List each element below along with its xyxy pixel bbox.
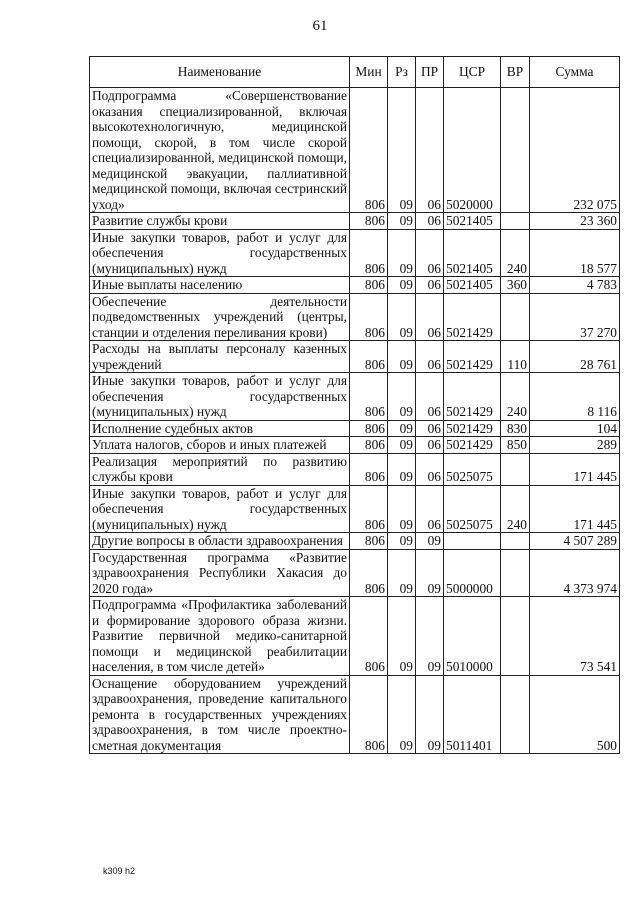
row-pr: 09: [416, 549, 444, 597]
row-csr: 5021429: [444, 341, 501, 373]
row-csr: 5000000: [444, 549, 501, 597]
row-vr: [501, 597, 530, 676]
row-sum: 18 577: [530, 229, 620, 277]
row-name: Государственная программа «Развитие здравоохранения Республики Хакасия до 2020 года»: [90, 549, 350, 597]
table-row: [90, 293, 620, 341]
col-header-rz: Рз: [388, 57, 416, 88]
row-min: 806: [350, 675, 388, 754]
row-vr: 850: [501, 437, 530, 454]
row-rz: 09: [388, 533, 416, 550]
row-sum: 73 541: [530, 597, 620, 676]
row-rz: 09: [388, 373, 416, 421]
row-csr: 5021405: [444, 229, 501, 277]
table-row: [90, 485, 620, 533]
row-sum: 23 360: [530, 213, 620, 230]
row-csr: 5011401: [444, 675, 501, 754]
row-min: 806: [350, 88, 388, 213]
row-pr: 06: [416, 453, 444, 485]
row-csr: 5010000: [444, 597, 501, 676]
row-sum: 171 445: [530, 453, 620, 485]
row-sum: 4 783: [530, 277, 620, 294]
row-name: Расходы на выплаты персоналу казенных учреждений: [90, 341, 350, 373]
row-vr: [501, 533, 530, 550]
row-name: Исполнение судебных актов: [90, 420, 350, 437]
row-vr: 830: [501, 420, 530, 437]
row-name: Иные выплаты населению: [90, 277, 350, 294]
table-row: [90, 213, 620, 230]
row-csr: [444, 533, 501, 550]
table-row: [90, 549, 620, 597]
row-rz: 09: [388, 213, 416, 230]
row-vr: [501, 88, 530, 213]
row-pr: 06: [416, 373, 444, 421]
col-header-name: Наименование: [90, 57, 350, 88]
row-vr: [501, 293, 530, 341]
row-vr: 240: [501, 229, 530, 277]
row-vr: [501, 453, 530, 485]
row-pr: 06: [416, 293, 444, 341]
table-row: [90, 675, 620, 754]
row-sum: 37 270: [530, 293, 620, 341]
row-min: 806: [350, 485, 388, 533]
row-min: 806: [350, 293, 388, 341]
row-name: Подпрограмма «Профилактика заболеваний и формирование здорового образа жизни. Развитие первичной медико-санитарной помощи и медицинской реабилитации населения, в том числе детей»: [90, 597, 350, 676]
row-vr: 110: [501, 341, 530, 373]
row-pr: 06: [416, 420, 444, 437]
row-rz: 09: [388, 453, 416, 485]
header-row: [90, 57, 620, 88]
row-csr: 5025075: [444, 485, 501, 533]
row-vr: 360: [501, 277, 530, 294]
row-csr: 5020000: [444, 88, 501, 213]
row-pr: 06: [416, 277, 444, 294]
row-sum: 28 761: [530, 341, 620, 373]
row-csr: 5021429: [444, 420, 501, 437]
table-row: [90, 88, 620, 213]
row-rz: 09: [388, 675, 416, 754]
row-csr: 5021429: [444, 293, 501, 341]
col-header-csr: ЦСР: [444, 57, 501, 88]
row-min: 806: [350, 277, 388, 294]
footer-code: k309 h2: [103, 866, 136, 876]
row-rz: 09: [388, 549, 416, 597]
col-header-pr: ПР: [416, 57, 444, 88]
row-min: 806: [350, 549, 388, 597]
row-pr: 06: [416, 229, 444, 277]
row-name: Оснащение оборудованием учреждений здравоохранения, проведение капитального ремонта в государственных учреждениях здравоохранения, в том числе проектно-сметная документация: [90, 675, 350, 754]
col-header-vr: ВР: [501, 57, 530, 88]
row-pr: 06: [416, 437, 444, 454]
row-vr: 240: [501, 485, 530, 533]
col-header-sum: Сумма: [530, 57, 620, 88]
row-name: Другие вопросы в области здравоохранения: [90, 533, 350, 550]
row-pr: 09: [416, 597, 444, 676]
row-min: 806: [350, 373, 388, 421]
row-vr: 240: [501, 373, 530, 421]
row-name: Развитие службы крови: [90, 213, 350, 230]
row-rz: 09: [388, 485, 416, 533]
row-csr: 5021405: [444, 277, 501, 294]
row-name: Реализация мероприятий по развитию службы крови: [90, 453, 350, 485]
row-min: 806: [350, 213, 388, 230]
row-rz: 09: [388, 88, 416, 213]
row-rz: 09: [388, 293, 416, 341]
row-sum: 4 507 289: [530, 533, 620, 550]
row-csr: 5021429: [444, 437, 501, 454]
row-sum: 104: [530, 420, 620, 437]
table-row: [90, 533, 620, 550]
page-number: 61: [312, 18, 328, 34]
col-header-min: Мин: [350, 57, 388, 88]
table-row: [90, 373, 620, 421]
row-pr: 06: [416, 341, 444, 373]
row-vr: [501, 549, 530, 597]
row-sum: 4 373 974: [530, 549, 620, 597]
row-rz: 09: [388, 341, 416, 373]
row-min: 806: [350, 437, 388, 454]
row-vr: [501, 213, 530, 230]
row-name: Иные закупки товаров, работ и услуг для обеспечения государственных (муниципальных) нужд: [90, 485, 350, 533]
row-csr: 5021405: [444, 213, 501, 230]
row-min: 806: [350, 597, 388, 676]
row-name: Иные закупки товаров, работ и услуг для обеспечения государственных (муниципальных) нужд: [90, 229, 350, 277]
row-rz: 09: [388, 420, 416, 437]
row-sum: 171 445: [530, 485, 620, 533]
row-rz: 09: [388, 437, 416, 454]
row-sum: 289: [530, 437, 620, 454]
budget-table: [89, 56, 620, 754]
row-pr: 09: [416, 675, 444, 754]
row-rz: 09: [388, 277, 416, 294]
row-rz: 09: [388, 597, 416, 676]
row-name: Иные закупки товаров, работ и услуг для обеспечения государственных (муниципальных) нужд: [90, 373, 350, 421]
row-csr: 5021429: [444, 373, 501, 421]
table-row: [90, 453, 620, 485]
row-sum: 232 075: [530, 88, 620, 213]
row-sum: 8 116: [530, 373, 620, 421]
row-name: Уплата налогов, сборов и иных платежей: [90, 437, 350, 454]
table-row: [90, 420, 620, 437]
row-pr: 06: [416, 485, 444, 533]
row-name: Обеспечение деятельности подведомственных учреждений (центры, станции и отделения переливания крови): [90, 293, 350, 341]
table-row: [90, 437, 620, 454]
table-row: [90, 229, 620, 277]
row-min: 806: [350, 229, 388, 277]
row-pr: 09: [416, 533, 444, 550]
row-vr: [501, 675, 530, 754]
row-pr: 06: [416, 88, 444, 213]
row-pr: 06: [416, 213, 444, 230]
row-rz: 09: [388, 229, 416, 277]
table-row: [90, 597, 620, 676]
row-min: 806: [350, 453, 388, 485]
table-row: [90, 341, 620, 373]
table-row: [90, 277, 620, 294]
row-name: Подпрограмма «Совершенствование оказания специализированной, включая высокотехнологичную, медицинской помощи, скорой, в том числе скорой специализированной, медицинской помощи, медицинской эвакуации, паллиативной медицинской помощи, включая сестринский уход»: [90, 88, 350, 213]
row-min: 806: [350, 533, 388, 550]
row-min: 806: [350, 341, 388, 373]
row-min: 806: [350, 420, 388, 437]
row-sum: 500: [530, 675, 620, 754]
row-csr: 5025075: [444, 453, 501, 485]
